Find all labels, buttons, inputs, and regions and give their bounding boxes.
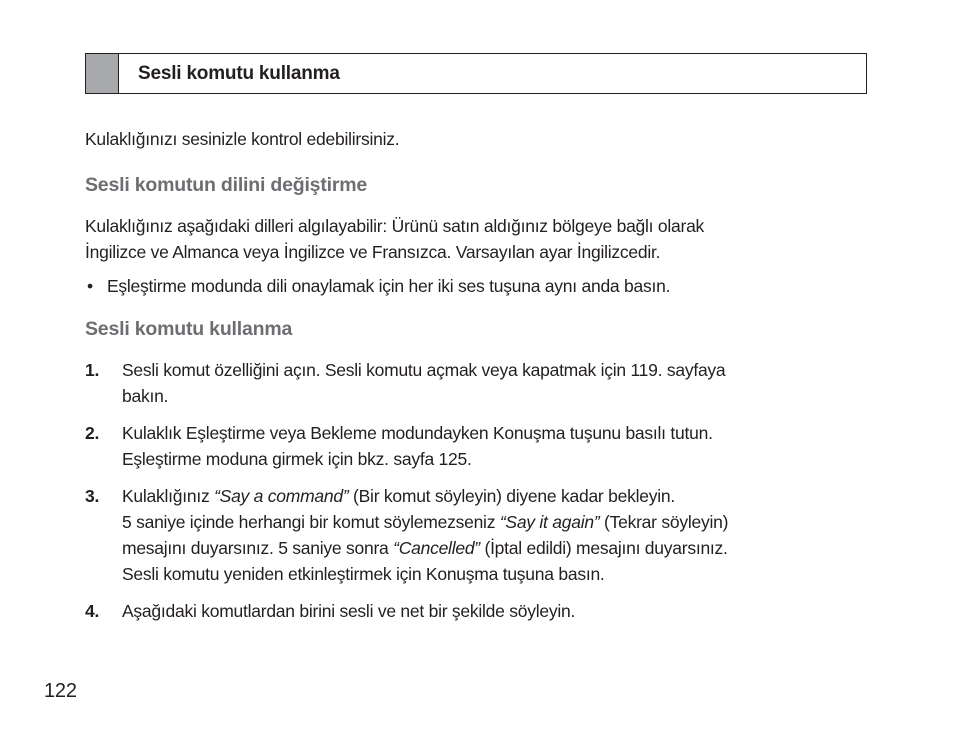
step-4 (85, 598, 865, 624)
step-line: Aşağıdaki komutlardan birini sesli ve net bir şekilde söyleyin. (122, 601, 576, 621)
step-line: bakın. (122, 386, 169, 406)
step-3 (85, 483, 865, 587)
language-bullet (85, 273, 670, 299)
intro-text: Kulaklığınızı sesinizle kontrol edebilirsiniz. (85, 129, 400, 149)
step-text (122, 357, 865, 409)
step-line: Sesli komut özelliğini açın. Sesli komutu açmak veya kapatmak için 119. sayfaya (122, 360, 726, 380)
step-1 (85, 357, 865, 409)
step-line (122, 483, 865, 509)
step-number: 2. (85, 423, 100, 443)
section-header-marker (86, 54, 119, 93)
section-title: Sesli komutu kullanma (138, 62, 340, 84)
voice-prompt-quote: “Say it again” (499, 512, 600, 532)
step-text-segment: mesajını duyarsınız. 5 saniye sonra (122, 538, 394, 558)
step-text-segment: Kulaklığınız (122, 486, 215, 506)
voice-prompt-quote: “Cancelled” (393, 538, 480, 558)
step-text-segment: (İptal edildi) mesajını duyarsınız. (479, 538, 728, 558)
step-line (122, 535, 865, 561)
step-line: Sesli komutu yeniden etkinleştirmek için Konuşma tuşuna basın. (122, 564, 605, 584)
step-text-segment: 5 saniye içinde herhangi bir komut söylemezseniz (122, 512, 500, 532)
page-number: 122 (44, 680, 77, 702)
step-text (122, 598, 865, 624)
step-text (122, 420, 865, 472)
language-paragraph (85, 213, 704, 265)
step-text-segment: (Bir komut söyleyin) diyene kadar bekleyin. (348, 486, 675, 506)
step-2 (85, 420, 865, 472)
heading-using-voice-command: Sesli komutu kullanma (85, 318, 293, 340)
language-paragraph-line-1: Kulaklığınız aşağıdaki dilleri algılayabilir: Ürünü satın aldığınız bölgeye bağlı olarak (85, 216, 705, 236)
voice-prompt-quote: “Say a command” (214, 486, 349, 506)
step-text-segment: (Tekrar söyleyin) (599, 512, 729, 532)
section-header (85, 53, 867, 94)
step-line (122, 509, 865, 535)
language-paragraph-line-2: İngilizce ve Almanca veya İngilizce ve Fransızca. Varsayılan ayar İngilizcedir. (85, 242, 661, 262)
step-number: 3. (85, 486, 100, 506)
step-number: 4. (85, 601, 100, 621)
step-number: 1. (85, 360, 100, 380)
heading-change-language: Sesli komutun dilini değiştirme (85, 174, 368, 196)
bullet-text: Eşleştirme modunda dili onaylamak için her iki ses tuşuna aynı anda basın. (107, 276, 671, 296)
bullet-marker: • (87, 276, 93, 296)
step-text (122, 483, 865, 587)
step-line: Kulaklık Eşleştirme veya Bekleme modundayken Konuşma tuşunu basılı tutun. (122, 423, 713, 443)
step-line: Eşleştirme moduna girmek için bkz. sayfa 125. (122, 449, 472, 469)
